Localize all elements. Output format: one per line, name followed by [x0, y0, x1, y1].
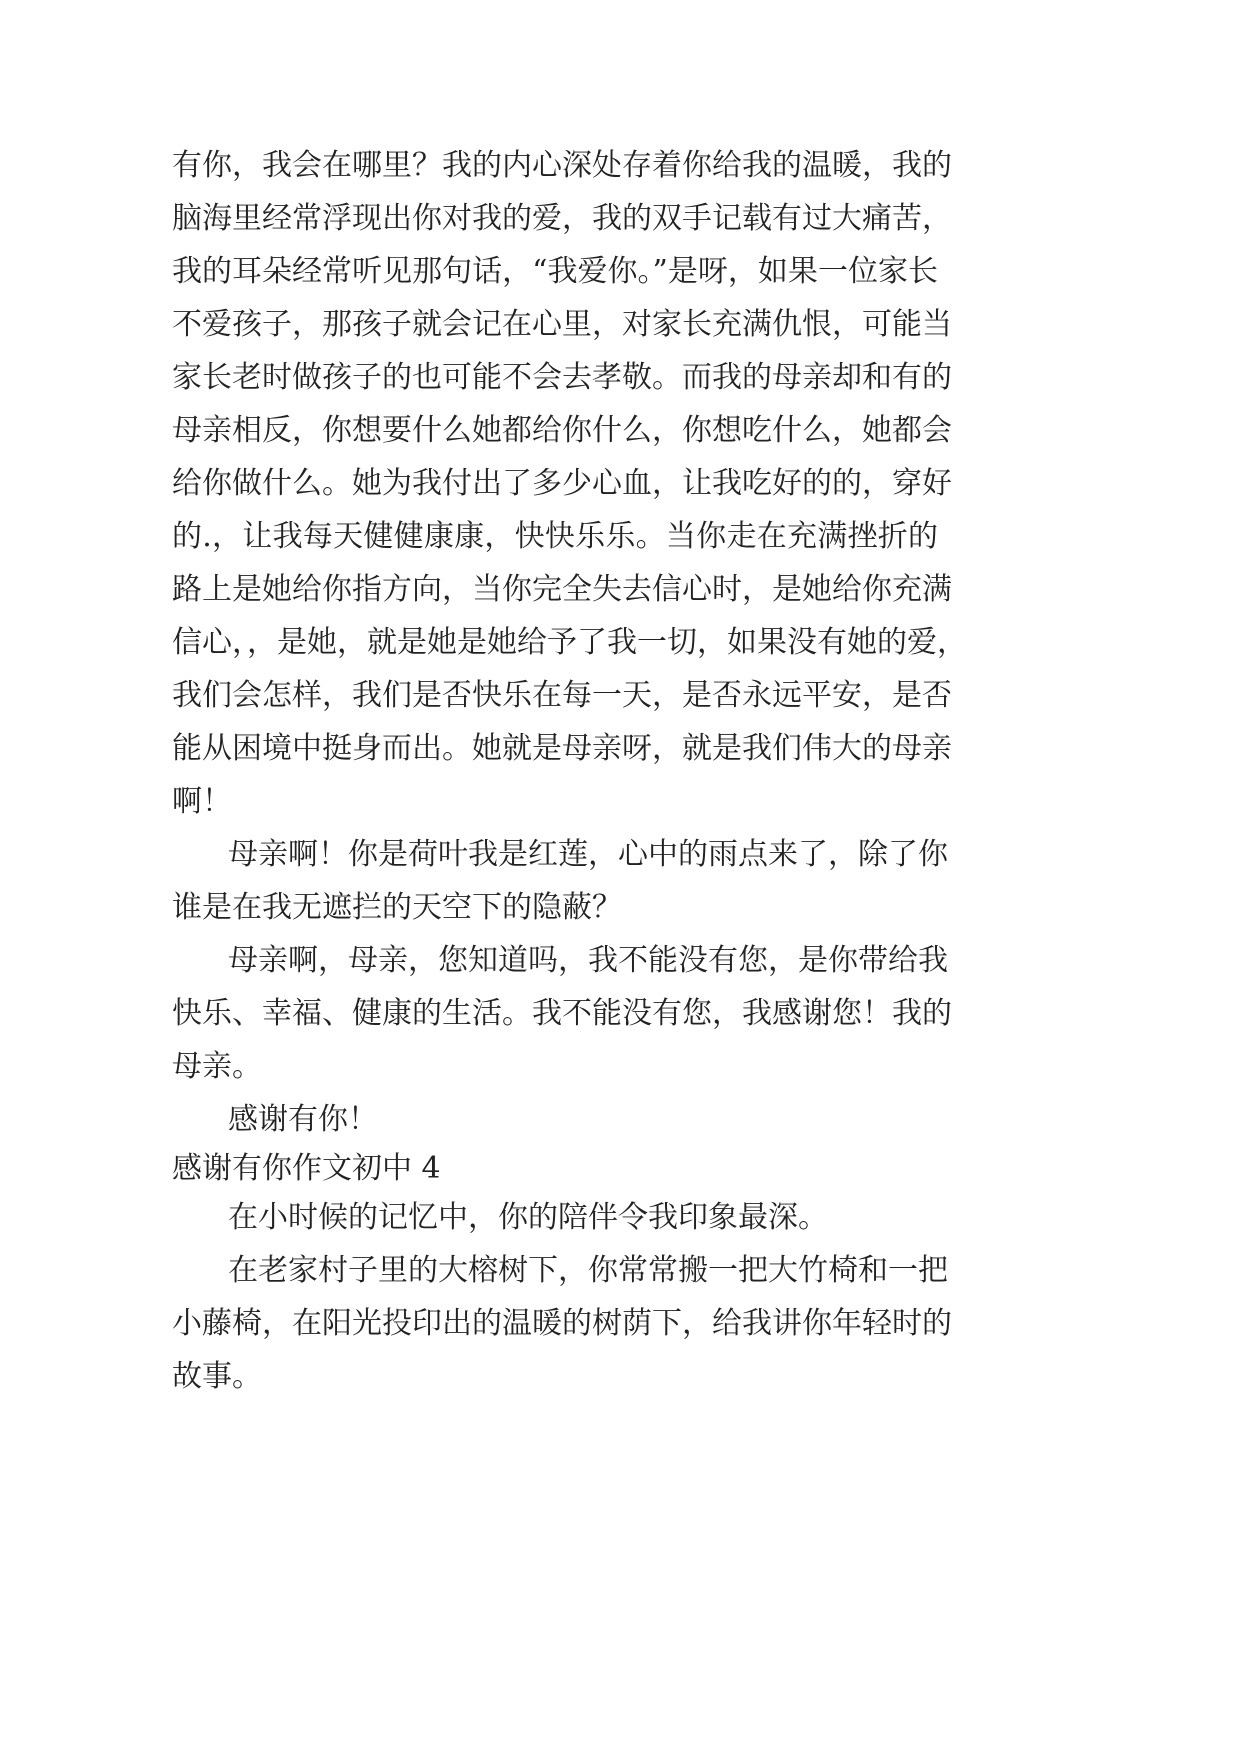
- text-line-content: 谁是在我无遮拦的天空下的隐蔽？: [172, 890, 622, 925]
- text-line: [0, 1298, 1241, 1350]
- text-line-content: 给你做什么。她为我付出了多少心血，让我吃好的的，穿好: [172, 466, 952, 501]
- text-line: [0, 935, 1241, 987]
- text-line-content: 啊！: [172, 784, 232, 819]
- text-line-content: 的.，让我每天健健康康，快快乐乐。当你走在充满挫折的: [172, 519, 938, 554]
- text-line: [0, 458, 1241, 510]
- text-line: [0, 511, 1241, 563]
- text-line-content: 在老家村子里的大榕树下，你常常搬一把大竹椅和一把: [228, 1253, 948, 1288]
- text-line: [0, 829, 1241, 881]
- text-line-content: 小藤椅，在阳光投印出的温暖的树荫下，给我讲你年轻时的: [172, 1306, 952, 1341]
- text-line: [0, 1192, 1241, 1244]
- text-line-content: 能从困境中挺身而出。她就是母亲呀，就是我们伟大的母亲: [172, 731, 952, 766]
- text-line: [0, 670, 1241, 722]
- text-line: [0, 246, 1241, 298]
- text-line-content: 母亲。: [172, 1049, 262, 1084]
- text-line: [0, 882, 1241, 934]
- text-line-content: 母亲啊，母亲，您知道吗，我不能没有您，是你带给我: [228, 943, 948, 978]
- text-line: [0, 405, 1241, 457]
- text-line: [0, 723, 1241, 775]
- text-line-content: 路上是她给你指方向，当你完全失去信心时，是她给你充满: [172, 572, 952, 607]
- text-line: [0, 299, 1241, 351]
- text-line-content: 我的耳朵经常听见那句话，“我爱你。”是呀，如果一位家长: [172, 254, 938, 289]
- text-line-content: 故事。: [172, 1359, 262, 1394]
- text-line-content: 脑海里经常浮现出你对我的爱，我的双手记载有过大痛苦，: [172, 201, 952, 236]
- text-line-content: 在小时候的记忆中，你的陪伴令我印象最深。: [228, 1200, 828, 1235]
- text-line-content: 有你，我会在哪里？我的内心深处存着你给我的温暖，我的: [172, 148, 952, 183]
- text-line: [0, 1351, 1241, 1403]
- text-line: [0, 988, 1241, 1040]
- text-line: [0, 1041, 1241, 1093]
- text-line: [0, 617, 1241, 669]
- text-line-content: 我们会怎样，我们是否快乐在每一天，是否永远平安，是否: [172, 678, 952, 713]
- text-line: [0, 1094, 1241, 1146]
- text-line-content: 感谢有你！: [228, 1102, 378, 1137]
- text-line: [0, 1245, 1241, 1297]
- text-line-content: 不爱孩子，那孩子就会记在心里，对家长充满仇恨，可能当: [172, 307, 952, 342]
- text-line: [0, 776, 1241, 828]
- text-line: [0, 193, 1241, 245]
- text-line-content: 母亲相反，你想要什么她都给你什么，你想吃什么，她都会: [172, 413, 952, 448]
- text-line-content: 母亲啊！你是荷叶我是红莲，心中的雨点来了，除了你: [228, 837, 948, 872]
- text-line: [0, 352, 1241, 404]
- section-heading: [0, 1143, 1241, 1195]
- text-line-content: 信心，，是她，就是她是她给予了我一切，如果没有她的爱，: [172, 625, 967, 660]
- text-line-content: 家长老时做孩子的也可能不会去孝敬。而我的母亲却和有的: [172, 360, 952, 395]
- text-line: [0, 140, 1241, 192]
- text-line-content: 快乐、幸福、健康的生活。我不能没有您，我感谢您！我的: [172, 996, 952, 1031]
- text-line: [0, 564, 1241, 616]
- section-heading-text: 感谢有你作文初中 4: [172, 1151, 441, 1186]
